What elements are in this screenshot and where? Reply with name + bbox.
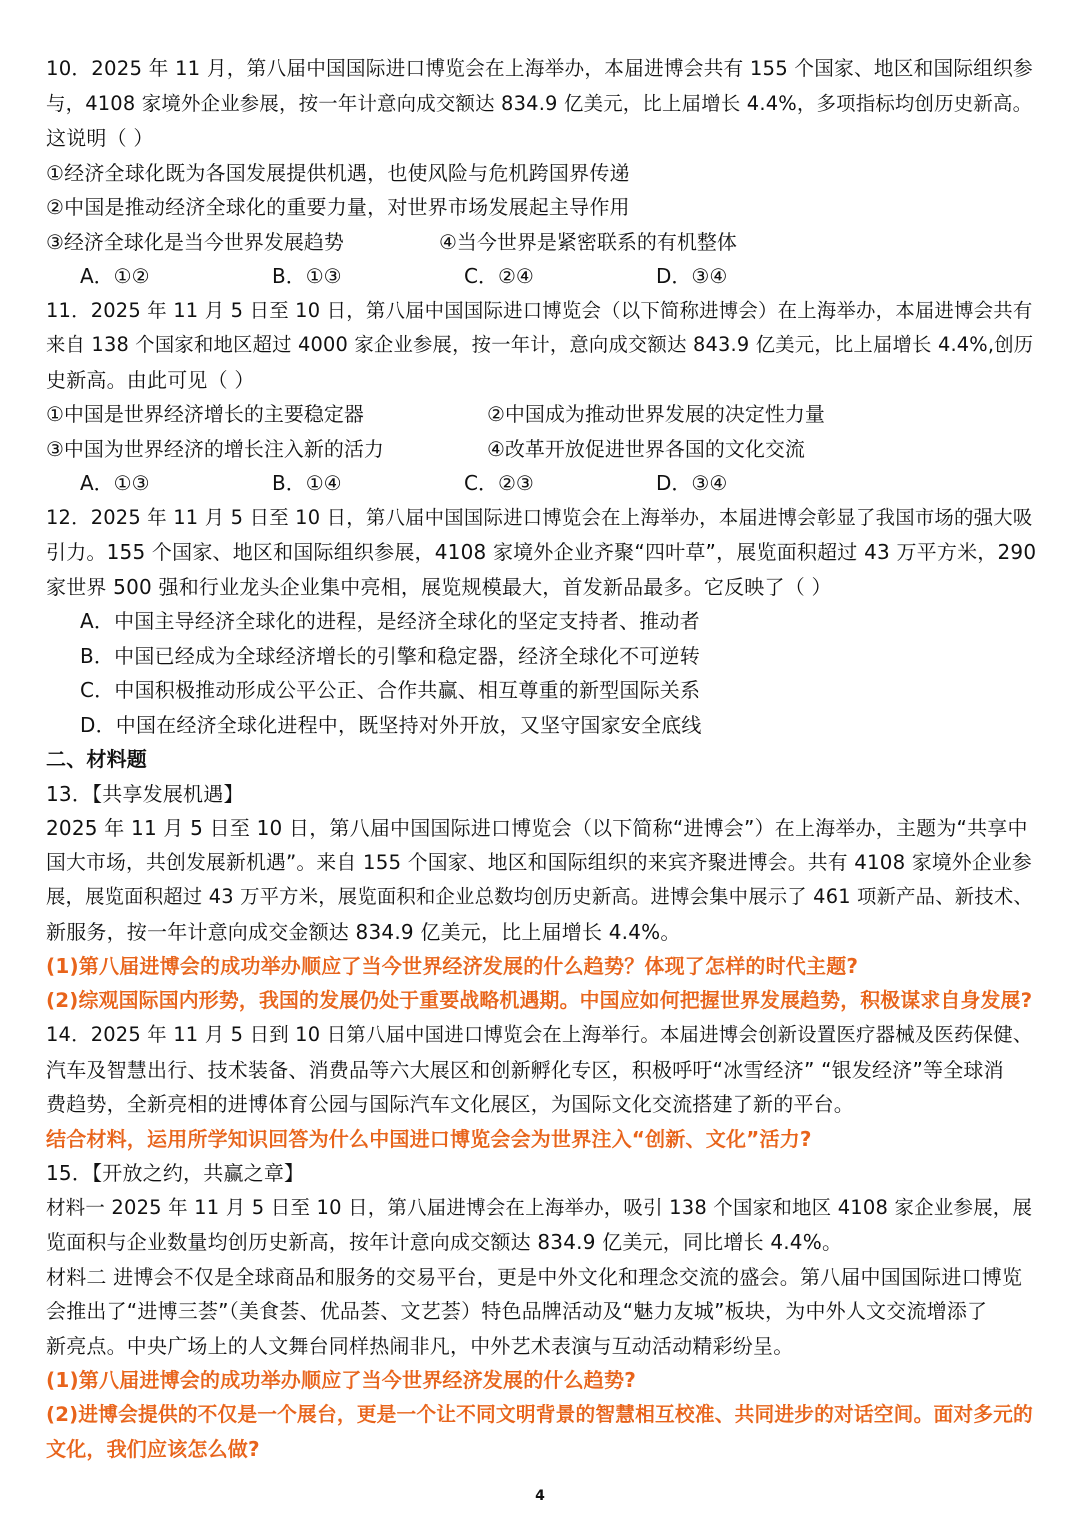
q14-material-line: 费趋势，全新亮相的进博体育公园与国际汽车文化展区，为国际文化交流搭建了新的平台。 bbox=[46, 1092, 854, 1116]
q13-material-line: 2025 年 11 月 5 日至 10 日，第八届中国国际进口博览会（以下简称“进博会”）在上海举办，主题为“共享中 bbox=[46, 816, 1028, 840]
q11-statement: ①中国是世界经济增长的主要稳定器 bbox=[46, 402, 364, 426]
q15-material-line: 材料二 进博会不仅是全球商品和服务的交易平台，更是中外文化和理念交流的盛会。第八届中国国际进口博览 bbox=[46, 1264, 1023, 1289]
q13-material-line: 国大市场，共创发展新机遇”。来自 155 个国家、地区和国际组织的来宾齐聚进博会。共有 4108 家境外企业参 bbox=[46, 850, 1032, 874]
question-12 bbox=[46, 501, 1038, 743]
q15-material-line: 览面积与企业数量均创历史新高，按年计意向成交额达 834.9 亿美元，同比增长 4.4%。 bbox=[46, 1230, 843, 1254]
q13-question-2: (2)综观国际国内形势，我国的发展仍处于重要战略机遇期。中国应如何把握世界发展趋势，积极谋求自身发展? bbox=[46, 988, 1033, 1012]
q14-question: 结合材料，运用所学知识回答为什么中国进口博览会会为世界注入“创新、文化”活力? bbox=[46, 1126, 812, 1151]
page-number: 4 bbox=[535, 1488, 545, 1504]
q10-options bbox=[46, 259, 1038, 294]
q12-option-c: C．中国积极推动形成公平公正、合作共赢、相互尊重的新型国际关系 bbox=[80, 678, 701, 702]
q15-material-line: 会推出了“进博三荟”（美食荟、优品荟、文艺荟）特色品牌活动及“魅力友城”板块，为中外人文交流增添了 bbox=[46, 1299, 988, 1323]
document-page bbox=[46, 52, 1038, 1467]
question-14 bbox=[46, 1018, 1038, 1156]
q11-stem-line: 史新高。由此可见（ ） bbox=[46, 367, 255, 392]
q12-stem-line: 12．2025 年 11 月 5 日至 10 日，第八届中国国际进口博览会在上海举办，本届进博会彰显了我国市场的强大吸 bbox=[46, 505, 1033, 529]
q13-material-line: 新服务，按一年计意向成交金额达 834.9 亿美元，比上届增长 4.4%。 bbox=[46, 919, 681, 944]
q10-statement: ②中国是推动经济全球化的重要力量，对世界市场发展起主导作用 bbox=[46, 195, 630, 219]
q12-stem-line: 家世界 500 强和行业龙头企业集中亮相，展览规模最大，首发新品最多。它反映了（ ） bbox=[46, 574, 832, 599]
q11-option-a: A．①③ bbox=[80, 471, 150, 495]
q11-option-c: C．②③ bbox=[464, 471, 534, 495]
q10-statement: ①经济全球化既为各国发展提供机遇，也使风险与危机跨国界传递 bbox=[46, 160, 630, 185]
q14-material-line: 汽车及智慧出行、技术装备、消费品等六大展区和创新孵化专区，积极呼吁“冰雪经济” “银发经济”等全球消 bbox=[46, 1057, 1004, 1082]
question-15 bbox=[46, 1156, 1038, 1467]
q11-stem-line: 来自 138 个国家和地区超过 4000 家企业参展，按一年计，意向成交额达 843.9 亿美元，比上届增长 4.4%,创历 bbox=[46, 333, 1034, 356]
q10-statement-row bbox=[46, 225, 1038, 260]
q11-stem-line: 11．2025 年 11 月 5 日至 10 日，第八届中国国际进口博览会（以下简称进博会）在上海举办，本届进博会共有 bbox=[46, 298, 1033, 322]
q11-statement-row bbox=[46, 432, 1038, 467]
q13-title: 13．【共享发展机遇】 bbox=[46, 781, 244, 806]
q10-option-b: B．①③ bbox=[272, 264, 342, 288]
q15-title: 15．【开放之约，共赢之章】 bbox=[46, 1161, 305, 1185]
q15-question-1: (1)第八届进博会的成功举办顺应了当今世界经济发展的什么趋势? bbox=[46, 1368, 636, 1392]
q15-question-2-cont: 文化，我们应该怎么做? bbox=[46, 1437, 260, 1461]
q10-statement: ③经济全球化是当今世界发展趋势 bbox=[46, 229, 344, 254]
q10-stem-line: 这说明（ ） bbox=[46, 126, 154, 150]
q13-material-line: 展，展览面积超过 43 万平方米，展览面积和企业总数均创历史新高。进博会集中展示了 461 项新产品、新技术、 bbox=[46, 885, 1033, 908]
q15-material-line: 新亮点。中央广场上的人文舞台同样热闹非凡，中外艺术表演与互动活动精彩纷呈。 bbox=[46, 1333, 794, 1358]
q12-option-d: D．中国在经济全球化进程中，既坚持对外开放，又坚守国家安全底线 bbox=[80, 712, 702, 737]
q11-statement: ③中国为世界经济的增长注入新的活力 bbox=[46, 436, 384, 461]
q15-material-line: 材料一 2025 年 11 月 5 日至 10 日，第八届进博会在上海举办，吸引 138 个国家和地区 4108 家企业参展，展 bbox=[46, 1195, 1033, 1219]
q13-question-1: (1)第八届进博会的成功举办顺应了当今世界经济发展的什么趋势？体现了怎样的时代主题? bbox=[46, 954, 859, 978]
q11-statement: ④改革开放促进世界各国的文化交流 bbox=[487, 436, 805, 461]
q12-option-b: B．中国已经成为全球经济增长的引擎和稳定器，经济全球化不可逆转 bbox=[80, 643, 700, 668]
q15-question-2: (2)进博会提供的不仅是一个展台，更是一个让不同文明背景的智慧相互校准、共同进步的对话空间。面对多元的 bbox=[46, 1402, 1033, 1426]
q10-stem-line: 与，4108 家境外企业参展，按一年计意向成交额达 834.9 亿美元，比上届增长 4.4%，多项指标均创历史新高。 bbox=[46, 91, 1033, 115]
q11-statement: ②中国成为推动世界发展的决定性力量 bbox=[487, 402, 825, 426]
question-13 bbox=[46, 777, 1038, 1019]
q10-stem-line: 10．2025 年 11 月，第八届中国国际进口博览会在上海举办，本届进博会共有 155 个国家、地区和国际组织参 bbox=[46, 57, 1033, 80]
question-11 bbox=[46, 294, 1038, 501]
q14-material-line: 14．2025 年 11 月 5 日到 10 日第八届中国进口博览会在上海举行。本届进博会创新设置医疗器械及医药保健、 bbox=[46, 1023, 1033, 1046]
section-title: 二、材料题 bbox=[46, 747, 147, 771]
q11-statement-row bbox=[46, 397, 1038, 432]
q12-stem-line: 引力。155 个国家、地区和国际组织参展，4108 家境外企业齐聚“四叶草”，展览面积超过 43 万平方米，290 bbox=[46, 540, 1037, 564]
q12-option-a: A．中国主导经济全球化的进程，是经济全球化的坚定支持者、推动者 bbox=[80, 609, 700, 633]
q10-statement: ④当今世界是紧密联系的有机整体 bbox=[439, 229, 737, 254]
q11-options bbox=[46, 466, 1038, 501]
q10-option-a: A．①② bbox=[80, 264, 150, 288]
q11-option-b: B．①④ bbox=[272, 471, 342, 495]
q10-option-c: C．②④ bbox=[464, 264, 534, 288]
q10-option-d: D．③④ bbox=[656, 264, 728, 288]
question-10 bbox=[46, 52, 1038, 294]
q11-option-d: D．③④ bbox=[656, 471, 728, 495]
